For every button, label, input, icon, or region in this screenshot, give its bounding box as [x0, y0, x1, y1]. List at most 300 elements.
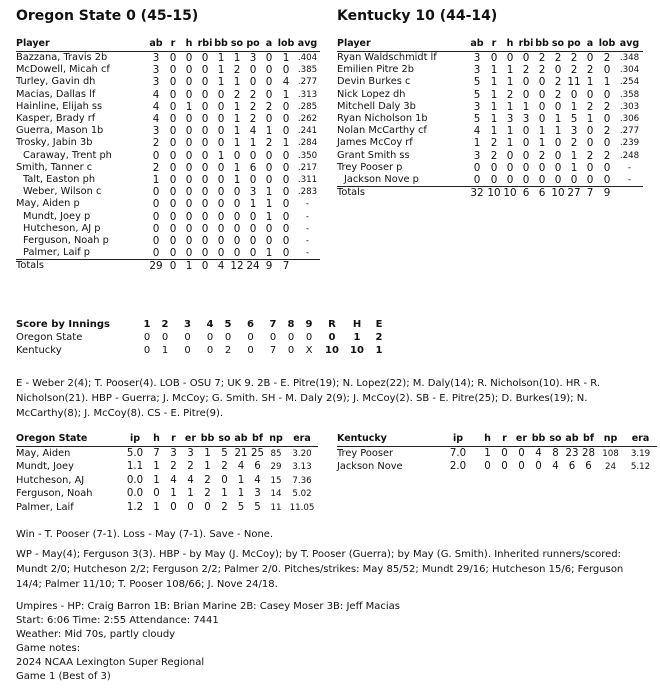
column-header: np [266, 433, 286, 447]
player-row [16, 247, 320, 260]
stat-avg: .313 [297, 89, 318, 100]
column-header: bf [580, 433, 597, 447]
stat-r: 0 [486, 174, 502, 187]
stat-ab: 23 [565, 447, 579, 459]
stat-np: 14 [270, 489, 282, 500]
stat-a: 0 [265, 52, 273, 64]
player-name: Hutcheson, AJ p [23, 222, 101, 234]
stat-bb: 1 [204, 447, 211, 459]
total-h: 10 [503, 187, 517, 200]
player-row [16, 64, 320, 76]
stat-so: 1 [233, 52, 241, 64]
stat-r: 0 [169, 125, 177, 138]
stat-r: 0 [169, 174, 177, 187]
stat-avg: .404 [297, 53, 318, 63]
stat-h: 0 [185, 210, 193, 223]
stat-a: 0 [265, 76, 273, 89]
column-header: ip [437, 433, 479, 447]
stat-r: 0 [170, 501, 177, 513]
column-header: h [479, 433, 496, 447]
game-info-line: Umpires - HP: Craig Barron 1B: Brian Marine 2B: Casey Moser 3B: Jeff Macias [16, 601, 401, 612]
column-header: a [582, 38, 598, 52]
stat-er: 0 [518, 447, 525, 459]
stat-ab: 5 [473, 113, 481, 126]
stat-era: 11.05 [289, 502, 315, 513]
stat-h: 0 [185, 137, 193, 150]
stat-ab: 4 [237, 461, 245, 473]
stat-bb: 0 [538, 76, 546, 89]
player-row [16, 137, 320, 149]
stat-po: 0 [249, 76, 257, 89]
stat-bb: 4 [535, 447, 542, 459]
player-name: McDowell, Micah cf [16, 64, 110, 76]
stat-ab: 0 [147, 247, 165, 260]
stat-po: 0 [570, 88, 578, 101]
stat-avg: .283 [297, 187, 318, 198]
column-header: lob [277, 38, 295, 52]
stat-avg: - [616, 174, 643, 187]
stat-so: 1 [233, 174, 241, 187]
stat-so: 0 [233, 186, 241, 199]
stat-ab: 2 [152, 137, 160, 150]
total-a: 9 [265, 260, 273, 273]
column-header: a [261, 38, 277, 52]
home-batting-table [337, 38, 643, 199]
total-bb: 4 [217, 260, 225, 273]
inning-header: 8 [287, 319, 295, 331]
stat-bf: 5 [254, 501, 261, 513]
stat-er: 2 [187, 461, 194, 473]
stat-po: 6 [249, 161, 257, 174]
game-info-line: 2024 NCAA Lexington Super Regional [16, 657, 205, 669]
inning-header: 5 [224, 319, 232, 331]
stat-np: 11 [270, 502, 282, 513]
pitcher-name: Mundt, Joey [16, 461, 74, 473]
stat-h: 0 [185, 174, 193, 187]
stat-rbi: 0 [201, 235, 209, 248]
player-name: May, Aiden p [16, 198, 80, 210]
stat-avg: .277 [297, 77, 318, 88]
player-row [16, 186, 320, 198]
game-summary: E - Weber 2(4); T. Pooser(4). LOB - OSU 7; UK 9. 2B - E. Pitre(19); N. Lopez(22); M. Daly(14); R. Nicholson(10). HR - R. Nicholson(21). HBP - Guerra; J. McCoy; G. Smith. SH - M. Daly 2(9); J. McCoy(2). SB - E. Pitre(25); D. Burkes(19); N. McCarthy(8); J. McCoy(8). CS - E. Pitre(9). [16, 378, 601, 419]
stat-ab: 3 [152, 64, 160, 77]
stat-po: 1 [570, 161, 578, 174]
stat-np: 15 [270, 475, 282, 486]
column-header: avg [295, 38, 320, 52]
totals-label: Totals [16, 260, 44, 272]
stat-a: 0 [265, 149, 273, 162]
total-e: 2 [375, 332, 383, 344]
stat-h: 0 [502, 174, 518, 187]
stat-ab: 0 [152, 235, 160, 248]
linescore-team-row [16, 345, 390, 358]
stat-r: 2 [170, 461, 177, 473]
player-name: Bazzana, Travis 2b [16, 52, 108, 63]
stat-er: 4 [187, 474, 194, 486]
stat-era: 3.19 [630, 448, 651, 459]
stat-a: 1 [265, 186, 273, 199]
player-name: Trosky, Jabin 3b [16, 137, 93, 149]
linescore-title: Score by Innings [16, 319, 110, 331]
home-team-title: Kentucky 10 (44-14) [337, 8, 498, 24]
stat-avg: - [305, 211, 310, 222]
stat-er: 0 [187, 501, 194, 513]
stat-h: 0 [185, 222, 193, 235]
stat-lob: 1 [282, 52, 290, 64]
stat-lob: 0 [282, 64, 290, 77]
stat-lob: 0 [282, 198, 290, 211]
stat-bb: 1 [538, 125, 546, 138]
totals-label: Totals [337, 187, 365, 199]
column-header: rbi [518, 38, 534, 52]
game-info-line: Game notes: [16, 643, 81, 655]
stat-rbi: 0 [522, 125, 530, 138]
player-name: Nick Lopez dh [337, 88, 406, 100]
player-name: Mitchell Daly 3b [337, 100, 416, 112]
away-pitching-rows [16, 447, 318, 515]
total-r: 0 [169, 260, 177, 273]
totals-row [16, 260, 320, 273]
player-name: Ferguson, Noah p [23, 235, 109, 247]
column-header: lob [598, 38, 616, 52]
stat-bf: 6 [254, 461, 261, 473]
stat-so: 1 [554, 125, 562, 138]
rhe-header: E [375, 319, 383, 331]
stat-r: 0 [169, 76, 177, 89]
player-row [337, 125, 643, 137]
stat-rbi: 1 [522, 100, 530, 113]
stat-rbi: 0 [201, 149, 209, 162]
stat-rbi: 0 [201, 161, 209, 174]
stat-so: 0 [554, 137, 562, 150]
stat-h: 0 [484, 461, 491, 473]
stat-avg: .277 [619, 126, 640, 137]
stat-po: 1 [570, 149, 578, 162]
stat-r: 0 [490, 161, 498, 174]
stat-r: 1 [490, 125, 498, 138]
stat-r: 1 [490, 76, 498, 89]
pitcher-name: Hutcheson, AJ [16, 474, 85, 486]
stat-so: 1 [221, 488, 228, 500]
stat-avg: .262 [297, 114, 318, 125]
column-header: h [148, 433, 165, 447]
total-ab: 29 [149, 260, 163, 273]
home-pitching-rows [337, 447, 657, 475]
stat-ab: 4 [473, 125, 481, 138]
stat-so: 2 [233, 64, 241, 77]
stat-po: 0 [249, 174, 257, 187]
stat-r: 0 [169, 100, 177, 113]
stat-bb: 0 [217, 235, 225, 248]
inning-header: 4 [206, 319, 214, 331]
home-batting-header [337, 38, 643, 52]
stat-er: 3 [187, 447, 194, 459]
stat-lob: 1 [603, 76, 611, 89]
stat-bb: 0 [204, 501, 211, 513]
stat-lob: 2 [603, 100, 611, 113]
stat-a: 2 [265, 137, 273, 150]
inning-score: 0 [184, 345, 191, 357]
inning-score: 0 [143, 345, 151, 357]
stat-h: 3 [506, 113, 514, 126]
stat-po: 5 [570, 113, 578, 126]
player-name: Caraway, Trent ph [23, 149, 112, 161]
away-batting-header [16, 38, 320, 52]
stat-bb: 0 [217, 210, 225, 223]
stat-h: 1 [153, 474, 160, 486]
stat-po: 0 [249, 149, 257, 162]
home-pitching-table [337, 433, 657, 474]
stat-ab: 0 [152, 186, 160, 199]
stat-bb: 0 [217, 174, 225, 187]
stat-lob: 0 [282, 100, 290, 113]
total-so: 10 [551, 187, 565, 200]
stat-ab: 0 [152, 222, 160, 235]
stat-lob: 0 [282, 235, 290, 248]
player-name: Weber, Wilson c [23, 186, 102, 198]
stat-so: 1 [233, 76, 241, 89]
stat-h: 0 [506, 52, 514, 64]
inning-header: 1 [143, 319, 151, 331]
stat-r: 0 [169, 88, 177, 101]
totals-row [337, 187, 643, 200]
player-row [337, 174, 643, 187]
player-name: James McCoy rf [337, 137, 413, 149]
stat-so: 8 [552, 447, 559, 459]
player-row [16, 174, 320, 186]
stat-ab: 2 [152, 161, 160, 174]
stat-lob: 2 [603, 52, 611, 64]
stat-so: 1 [233, 125, 241, 138]
stat-a: 0 [586, 161, 594, 174]
stat-r: 0 [490, 52, 498, 64]
total-rbi: 6 [522, 187, 530, 200]
stat-bb: 0 [217, 100, 225, 113]
stat-rbi: 0 [201, 174, 209, 187]
column-header: r [496, 433, 513, 447]
stat-ab: 0 [152, 198, 160, 211]
stat-ip: 7.0 [449, 447, 467, 459]
stat-po: 2 [570, 64, 578, 77]
stat-so: 0 [221, 474, 228, 486]
stat-po: 2 [249, 88, 257, 101]
player-name: Nolan McCarthy cf [337, 125, 427, 137]
stat-so: 0 [554, 161, 562, 174]
stat-po: 0 [245, 247, 261, 260]
stat-bb: 0 [538, 161, 546, 174]
stat-ab: 0 [152, 149, 160, 162]
stat-ab: 3 [473, 149, 481, 162]
total-a: 7 [586, 187, 594, 200]
stat-lob: 0 [282, 186, 290, 199]
player-row [16, 89, 320, 101]
player-name: Macias, Dallas lf [16, 88, 96, 100]
home-pitching-header [337, 433, 657, 447]
player-row [337, 150, 643, 162]
stat-rbi: 0 [522, 88, 530, 101]
decisions-line: Win - T. Pooser (7-1). Loss - May (7-1). Save - None. [16, 529, 274, 540]
stat-era: 7.36 [292, 475, 312, 486]
column-header: so [550, 38, 566, 52]
stat-lob: 4 [282, 76, 290, 89]
stat-h: 1 [153, 461, 160, 473]
stat-rbi: 0 [197, 247, 213, 260]
stat-rbi: 0 [201, 125, 209, 138]
linescore-team-name: Kentucky [16, 345, 62, 357]
stat-so: 4 [552, 461, 559, 473]
stat-po: 2 [249, 113, 257, 126]
column-header: r [165, 38, 181, 52]
stat-po: 0 [249, 210, 257, 223]
stat-ab: 4 [152, 113, 160, 126]
stat-bf: 4 [254, 474, 261, 486]
pitching-team-title: Oregon State [16, 433, 122, 447]
stat-so: 2 [554, 52, 562, 64]
stat-h: 0 [185, 235, 193, 248]
player-row [337, 76, 643, 88]
stat-so: 1 [554, 113, 562, 126]
player-row [16, 162, 320, 174]
stat-h: 1 [484, 447, 491, 459]
total-h: 1 [185, 260, 193, 273]
stat-avg: - [305, 199, 310, 210]
stat-lob: 2 [603, 149, 611, 162]
stat-bb: 2 [204, 474, 211, 486]
column-header: er [182, 433, 199, 447]
stat-r: 0 [501, 447, 508, 459]
stat-rbi: 3 [522, 113, 530, 126]
stat-a: 1 [265, 210, 273, 223]
stat-a: 2 [586, 64, 594, 77]
stat-a: 2 [586, 149, 594, 162]
player-row [16, 125, 320, 137]
pitcher-name: Jackson Nove [337, 461, 403, 473]
pitcher-name: Ferguson, Noah [16, 488, 93, 500]
total-so: 12 [230, 260, 244, 273]
stat-avg: .284 [297, 138, 318, 149]
stat-bb: 1 [538, 137, 546, 150]
total-r: 0 [328, 332, 336, 344]
inning-score: X [305, 345, 313, 357]
stat-ab: 5 [473, 88, 481, 101]
column-header: so [216, 433, 233, 447]
stat-po: 0 [249, 222, 257, 235]
player-name: Grant Smith ss [337, 149, 410, 161]
total-lob: 7 [282, 260, 290, 273]
stat-bb: 0 [217, 88, 225, 101]
column-header: er [513, 433, 530, 447]
stat-a: 1 [265, 125, 273, 138]
player-name: Jackson Nove p [337, 174, 468, 187]
stat-ab: 0 [468, 174, 486, 187]
stat-bb: 0 [217, 222, 225, 235]
column-header: avg [616, 38, 643, 52]
stat-avg: .239 [619, 138, 640, 149]
inning-header: 2 [161, 319, 169, 331]
stat-lob: 2 [603, 125, 611, 138]
linescore-header [16, 319, 390, 332]
stat-avg: .358 [619, 89, 640, 100]
stat-so: 2 [221, 501, 228, 513]
stat-r: 1 [170, 488, 177, 500]
column-header: so [547, 433, 564, 447]
stat-h: 0 [185, 198, 193, 211]
stat-r: 4 [170, 474, 177, 486]
pitcher-name: Trey Pooser [337, 447, 394, 459]
player-name: Trey Pooser p [337, 161, 403, 173]
stat-po: 1 [249, 137, 257, 150]
inning-score: 1 [161, 345, 169, 357]
stat-bf: 6 [585, 461, 592, 473]
stat-ab: 3 [473, 64, 481, 77]
linescore-table [16, 319, 390, 358]
stat-so: 0 [233, 210, 241, 223]
pitcher-row [16, 501, 318, 515]
stat-bb: 0 [538, 113, 546, 126]
stat-bb: 2 [538, 52, 546, 64]
stat-rbi: 0 [522, 76, 530, 89]
stat-rbi: 0 [201, 76, 209, 89]
stat-po: 2 [570, 137, 578, 150]
stat-ab: 1 [473, 137, 481, 150]
stat-r: 0 [169, 161, 177, 174]
stat-po: 1 [249, 198, 257, 211]
home-batting-rows [337, 52, 643, 200]
stat-rbi: 0 [201, 137, 209, 150]
total-r: 10 [487, 187, 501, 200]
total-po: 27 [567, 187, 581, 200]
stat-h: 1 [153, 501, 160, 513]
stat-ip: 0.0 [126, 474, 144, 486]
stat-lob: 0 [282, 174, 290, 187]
stat-r: 0 [169, 198, 177, 211]
stat-so: 2 [233, 88, 241, 101]
stat-h: 0 [181, 247, 197, 260]
stat-ab: 3 [152, 76, 160, 89]
column-header: rbi [197, 38, 213, 52]
stat-h: 0 [153, 488, 160, 500]
stat-so: 5 [221, 447, 228, 459]
pitcher-name: May, Aiden [16, 447, 71, 459]
stat-r: 2 [490, 137, 498, 150]
column-header: bb [199, 433, 216, 447]
stat-bb: 0 [217, 137, 225, 150]
stat-lob: 0 [603, 137, 611, 150]
stat-avg: - [305, 236, 310, 247]
stat-ip: 1.1 [126, 461, 144, 473]
stat-r: 0 [169, 52, 177, 64]
pitcher-row [16, 474, 318, 488]
stat-a: 0 [265, 235, 273, 248]
inning-score: 0 [305, 332, 313, 344]
pitcher-row [337, 447, 657, 461]
stat-bb: 0 [538, 88, 546, 101]
pitcher-row [16, 461, 318, 475]
stat-h: 0 [185, 76, 193, 89]
game-info-line: Start: 6:06 Time: 2:55 Attendance: 7441 [16, 615, 219, 627]
stat-bb: 0 [538, 100, 546, 113]
column-header: bb [530, 433, 547, 447]
column-header: po [245, 38, 261, 52]
player-name: Talt, Easton ph [23, 174, 96, 186]
stat-a: 1 [265, 198, 273, 211]
away-batting-table [16, 38, 320, 273]
inning-header: 3 [184, 319, 191, 331]
stat-po: 0 [249, 64, 257, 77]
stat-rbi: 0 [522, 149, 530, 162]
stat-a: 0 [586, 52, 594, 64]
column-header: era [286, 433, 318, 447]
